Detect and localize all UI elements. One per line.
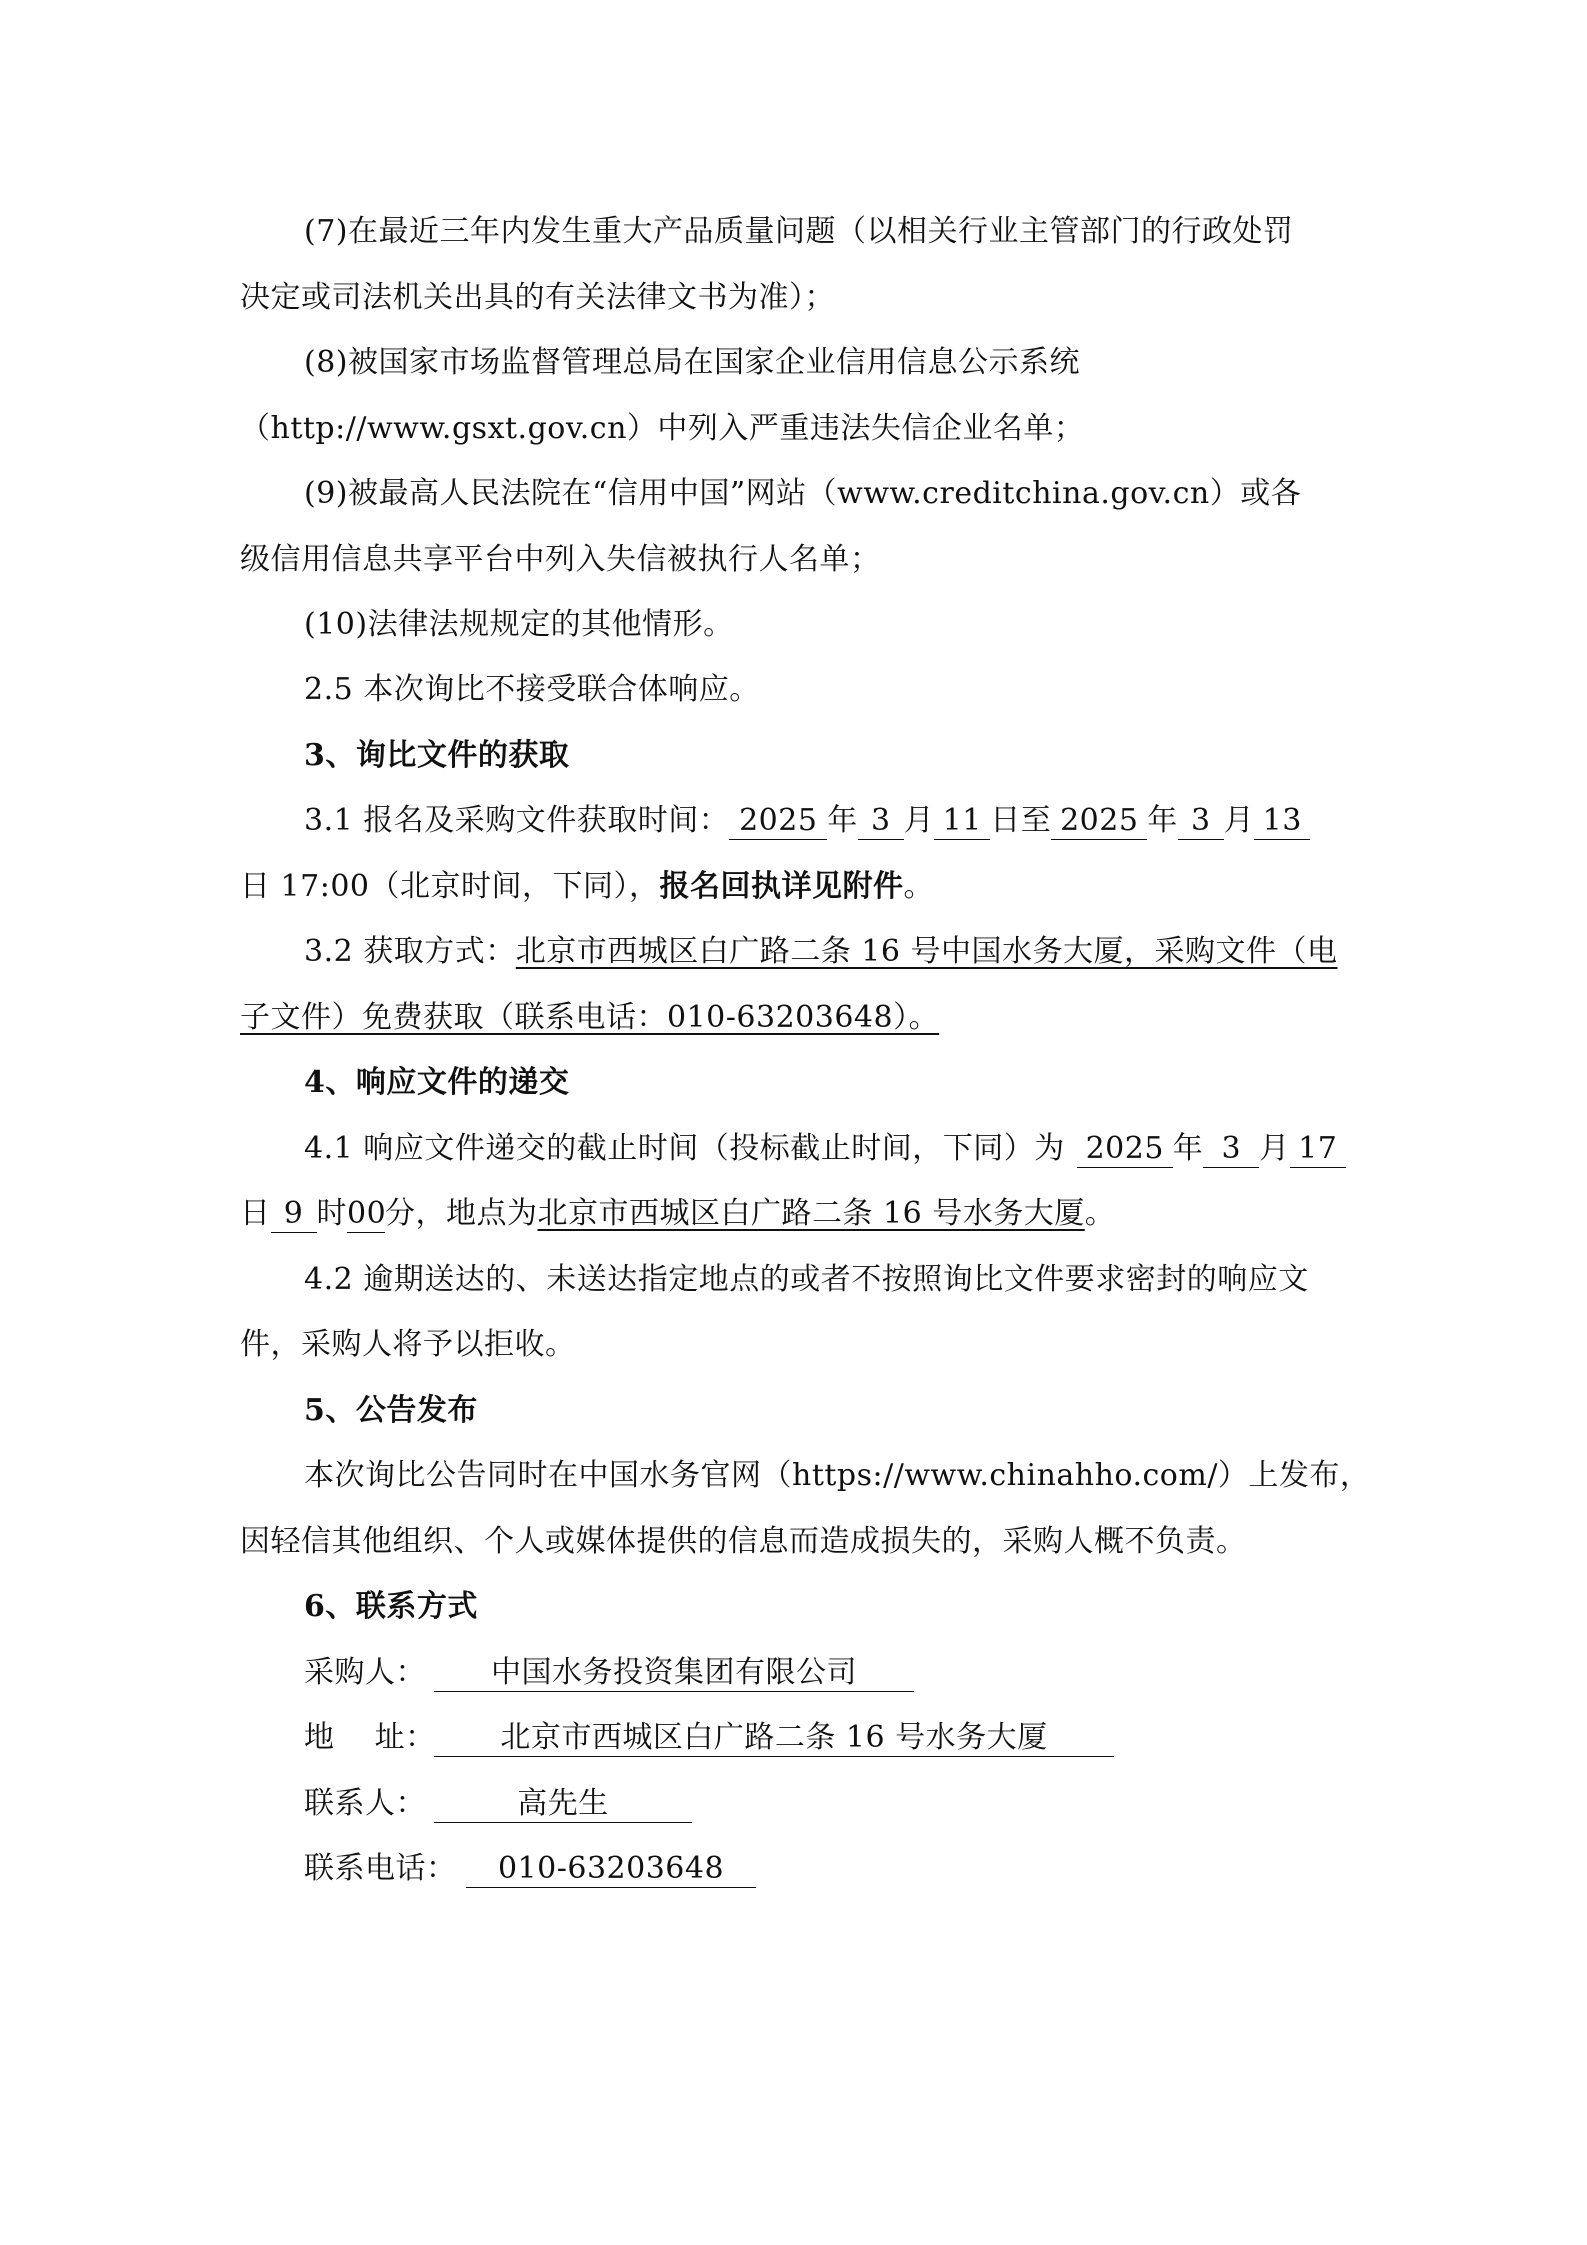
- contact-buyer: [304, 1651, 1355, 1695]
- item-7-line-1: (7)在最近三年内发生重大产品质量问题（以相关行业主管部门的行政处罚: [304, 214, 1294, 249]
- registration-end-year: 2025: [1051, 799, 1147, 840]
- period: 。: [903, 869, 934, 904]
- contact-person: [304, 1782, 1355, 1826]
- month-unit: 月: [1259, 1131, 1290, 1166]
- registration-end-time: 日 17:00（北京时间，下同），: [240, 869, 660, 904]
- registration-end-month: 3: [1178, 799, 1224, 840]
- section-heading-6: 6、联系方式: [304, 1589, 478, 1624]
- acquisition-method-part-1: 北京市西城区白广路二条 16 号中国水务大厦，采购文件（电: [515, 934, 1338, 969]
- person-value: 高先生: [434, 1782, 692, 1823]
- deadline-month: 3: [1203, 1127, 1259, 1168]
- item-7-line-2: 决定或司法机关出具的有关法律文书为准）；: [240, 280, 835, 315]
- announcement-line-2: 因轻信其他组织、个人或媒体提供的信息而造成损失的，采购人概不负责。: [240, 1524, 1247, 1559]
- day-unit: 日: [240, 1196, 271, 1231]
- deadline-minute: 00: [347, 1192, 385, 1233]
- year-unit: 年: [827, 803, 858, 838]
- clause-3-1-line-1: [304, 799, 1355, 843]
- contact-phone: [304, 1847, 1355, 1891]
- clause-4-1-line-2: [240, 1192, 1355, 1236]
- address-value: 北京市西城区白广路二条 16 号水务大厦: [434, 1716, 1114, 1757]
- address-label: 地 址：: [304, 1720, 436, 1755]
- clause-3-2-prefix: 3.2 获取方式：: [304, 934, 516, 969]
- section-heading-4: 4、响应文件的递交: [304, 1065, 570, 1100]
- registration-end-day: 13: [1254, 799, 1310, 840]
- item-8-line-1: (8)被国家市场监督管理总局在国家企业信用信息公示系统: [304, 345, 1080, 380]
- registration-start-year: 2025: [729, 799, 827, 840]
- clause-4-1-prefix: 4.1 响应文件递交的截止时间（投标截止时间，下同）为: [304, 1131, 1065, 1166]
- phone-label: 联系电话：: [304, 1851, 457, 1886]
- month-unit: 月: [903, 803, 935, 838]
- clause-4-1-line-1: [304, 1127, 1355, 1171]
- person-label: 联系人：: [304, 1786, 426, 1821]
- acquisition-method-part-2: 子文件）免费获取（联系电话：010-63203648）。: [240, 1000, 940, 1035]
- phone-value: 010-63203648: [466, 1847, 756, 1888]
- month-unit: 月: [1223, 803, 1255, 838]
- submission-location: 北京市西城区白广路二条 16 号水务大厦: [537, 1196, 1085, 1231]
- item-8-line-2: （http://www.gsxt.gov.cn）中列入严重违法失信企业名单；: [240, 411, 1085, 446]
- minute-location-text: 分，地点为: [385, 1196, 538, 1231]
- clause-4-2-line-1: 4.2 逾期送达的、未送达指定地点的或者不按照询比文件要求密封的响应文: [304, 1262, 1309, 1297]
- item-9-line-1: (9)被最高人民法院在“信用中国”网站（www.creditchina.gov.cn）或各: [304, 476, 1302, 511]
- buyer-label: 采购人：: [304, 1655, 426, 1690]
- announcement-line-1: 本次询比公告同时在中国水务官网（https://www.chinahho.com/）上发布，: [304, 1458, 1371, 1493]
- contact-address: [304, 1716, 1355, 1760]
- day-to-text: 日至: [990, 803, 1052, 838]
- clause-3-2-line-2: [240, 996, 1355, 1040]
- item-9-line-2: 级信用信息共享平台中列入失信被执行人名单；: [240, 542, 881, 577]
- clause-2-5: 2.5 本次询比不接受联合体响应。: [304, 672, 760, 707]
- period: 。: [1084, 1196, 1116, 1231]
- registration-receipt-note: 报名回执详见附件: [659, 869, 904, 904]
- clause-4-2-line-2: 件，采购人将予以拒收。: [240, 1327, 576, 1362]
- section-heading-5: 5、公告发布: [304, 1393, 478, 1428]
- year-unit: 年: [1172, 1131, 1204, 1166]
- clause-3-2-line-1: [304, 930, 1355, 974]
- clause-3-1-prefix: 3.1 报名及采购文件获取时间：: [304, 803, 730, 838]
- year-unit: 年: [1147, 803, 1178, 838]
- section-heading-3: 3、询比文件的获取: [304, 738, 570, 773]
- clause-3-1-line-2: [240, 865, 1355, 909]
- deadline-year: 2025: [1077, 1127, 1173, 1168]
- registration-start-month: 3: [858, 799, 904, 840]
- registration-start-day: 11: [934, 799, 990, 840]
- deadline-hour: 9: [271, 1192, 317, 1233]
- deadline-day: 17: [1290, 1127, 1346, 1168]
- buyer-value: 中国水务投资集团有限公司: [434, 1651, 914, 1692]
- item-10: (10)法律法规规定的其他情形。: [304, 607, 734, 642]
- hour-unit: 时: [316, 1196, 347, 1231]
